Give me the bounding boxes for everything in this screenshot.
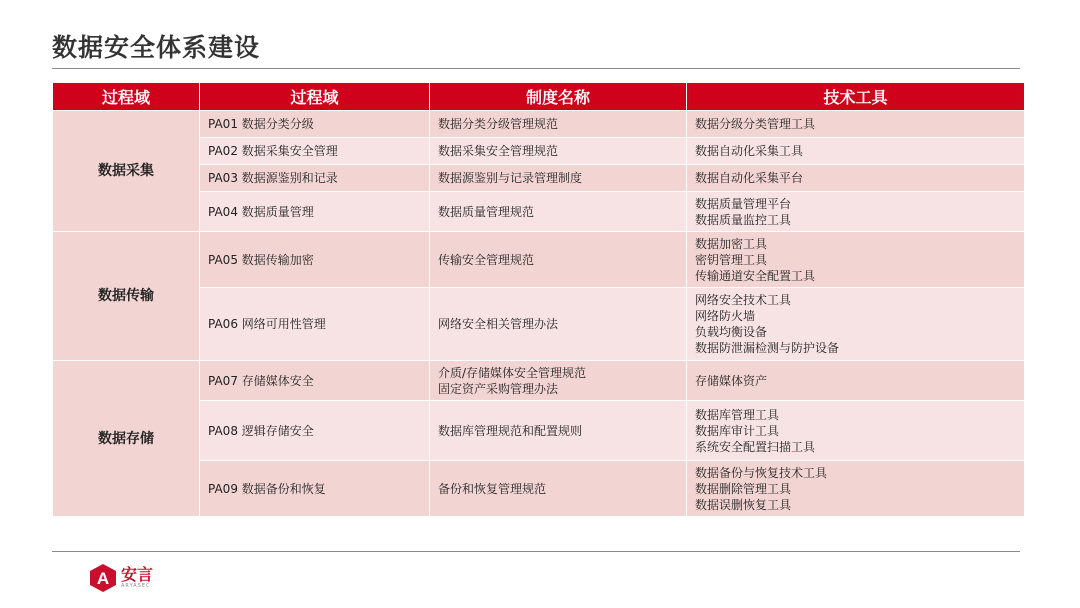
policy-line: 备份和恢复管理规范	[438, 481, 547, 496]
policy-line: 数据质量管理规范	[438, 204, 535, 219]
table-row	[53, 232, 1025, 288]
tool-line: 数据自动化采集平台	[695, 171, 804, 185]
policy-cell	[430, 461, 687, 517]
tools-cell	[687, 138, 1025, 165]
policy-cell	[430, 111, 687, 138]
group-cell: 数据采集	[53, 111, 200, 232]
tool-line: 数据删除管理工具	[695, 481, 792, 496]
footer-divider	[52, 551, 1020, 552]
table-body	[53, 111, 1025, 517]
tool-line: 密钥管理工具	[695, 252, 768, 267]
table-row	[53, 111, 1025, 138]
header-process-domain: 过程域	[53, 83, 200, 111]
process-area-label: PA05 数据传输加密	[208, 252, 314, 267]
tools-cell	[687, 232, 1025, 288]
tool-line: 数据加密工具	[695, 236, 768, 251]
policy-line: 数据分类分级管理规范	[438, 117, 559, 131]
data-security-table	[52, 82, 1025, 517]
policy-cell	[430, 165, 687, 192]
tool-line: 网络安全技术工具	[695, 293, 792, 307]
page-title: 数据安全体系建设	[52, 33, 261, 62]
process-area-label: PA03 数据源鉴别和记录	[208, 171, 338, 185]
group-cell: 数据传输	[53, 232, 200, 361]
tools-cell	[687, 165, 1025, 192]
policy-cell	[430, 232, 687, 288]
policy-line: 数据源鉴别与记录管理制度	[438, 171, 583, 185]
tools-cell	[687, 288, 1025, 361]
process-area-label: PA02 数据采集安全管理	[208, 144, 338, 158]
group-cell: 数据存储	[53, 361, 200, 517]
process-area-label: PA01 数据分类分级	[208, 117, 314, 131]
policy-cell	[430, 288, 687, 361]
policy-line: 数据采集安全管理规范	[438, 144, 559, 158]
policy-line: 网络安全相关管理办法	[438, 317, 559, 331]
logo-subtext: ARYASEC	[121, 583, 151, 589]
policy-cell	[430, 138, 687, 165]
process-area-cell	[200, 401, 430, 461]
tool-line: 系统安全配置扫描工具	[695, 439, 816, 454]
policy-line: 数据库管理规范和配置规则	[438, 423, 583, 438]
process-area-cell	[200, 138, 430, 165]
tool-line: 数据库审计工具	[695, 423, 780, 438]
tool-line: 数据质量管理平台	[695, 196, 792, 211]
table-header-row	[53, 83, 1025, 111]
tool-line: 网络防火墙	[695, 309, 756, 323]
table-row	[53, 361, 1025, 401]
process-area-cell	[200, 361, 430, 401]
tool-line: 数据自动化采集工具	[695, 144, 804, 158]
policy-cell	[430, 361, 687, 401]
header-process-area: 过程域	[200, 83, 430, 111]
tool-line: 数据误删恢复工具	[695, 497, 792, 512]
logo-letter: A	[96, 569, 110, 588]
policy-line: 介质/存储媒体安全管理规范	[438, 365, 587, 380]
process-area-label: PA06 网络可用性管理	[208, 317, 326, 331]
tools-cell	[687, 401, 1025, 461]
header-tech-tools: 技术工具	[687, 83, 1025, 111]
tool-line: 数据库管理工具	[695, 407, 780, 422]
tool-line: 数据分级分类管理工具	[695, 117, 816, 131]
tool-line: 数据防泄漏检测与防护设备	[695, 341, 840, 355]
process-area-label: PA09 数据备份和恢复	[208, 481, 326, 496]
policy-line: 固定资产采购管理办法	[438, 381, 559, 396]
tool-line: 传输通道安全配置工具	[695, 268, 816, 283]
logo-hexagon-icon	[88, 563, 118, 593]
process-area-cell	[200, 165, 430, 192]
title-divider	[52, 68, 1020, 69]
policy-cell	[430, 192, 687, 232]
tools-cell	[687, 111, 1025, 138]
logo-text: 安言	[121, 565, 154, 584]
process-area-label: PA08 逻辑存储安全	[208, 423, 314, 438]
tools-cell	[687, 361, 1025, 401]
tools-cell	[687, 461, 1025, 517]
tools-cell	[687, 192, 1025, 232]
tool-line: 数据备份与恢复技术工具	[695, 465, 828, 480]
policy-line: 传输安全管理规范	[438, 252, 535, 267]
aryasec-logo	[88, 563, 153, 593]
process-area-cell	[200, 192, 430, 232]
tool-line: 负载均衡设备	[695, 325, 768, 339]
process-area-cell	[200, 232, 430, 288]
tool-line: 数据质量监控工具	[695, 212, 792, 227]
process-area-label: PA07 存储媒体安全	[208, 373, 314, 388]
tool-line: 存储媒体资产	[695, 373, 768, 388]
process-area-cell	[200, 461, 430, 517]
policy-cell	[430, 401, 687, 461]
process-area-label: PA04 数据质量管理	[208, 204, 314, 219]
header-policy-name: 制度名称	[430, 83, 687, 111]
process-area-cell	[200, 111, 430, 138]
process-area-cell	[200, 288, 430, 361]
